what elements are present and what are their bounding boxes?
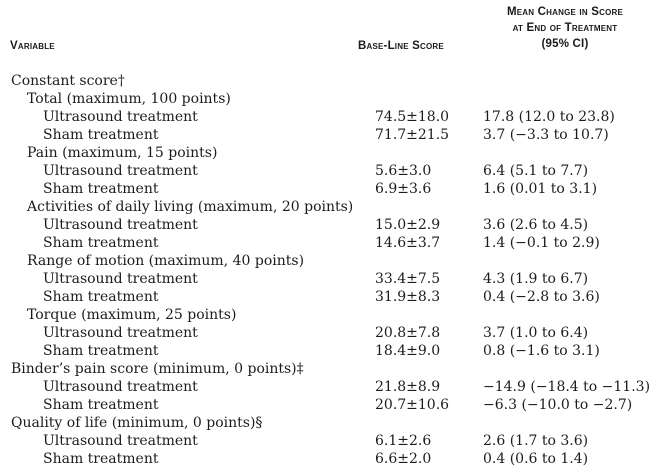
table-row: [0, 108, 650, 126]
table-row: [0, 162, 650, 180]
row-label: Activities of daily living (maximum, 20 points): [27, 199, 354, 215]
row-label: Ultrasound treatment: [43, 271, 198, 287]
table-row: [0, 378, 650, 396]
table-row: [0, 288, 650, 306]
baseline-score-cell: 6.9±3.6: [375, 181, 432, 197]
table-row: [0, 180, 650, 198]
row-label: Sham treatment: [43, 181, 159, 197]
table-row: [0, 72, 650, 90]
row-label: Binder’s pain score (minimum, 0 points)‡: [11, 361, 304, 377]
table-row: [0, 126, 650, 144]
row-label: Ultrasound treatment: [43, 217, 198, 233]
mean-change-cell: 3.7 (−3.3 to 10.7): [483, 127, 609, 143]
header-mean-change-line: at End of Treatment: [512, 22, 618, 34]
baseline-score-cell: 14.6±3.7: [375, 235, 441, 251]
mean-change-cell: 17.8 (12.0 to 23.8): [483, 109, 615, 125]
baseline-score-cell: 20.8±7.8: [375, 325, 441, 341]
header-mean-change-line: Mean Change in Score: [506, 6, 624, 18]
baseline-score-cell: 71.7±21.5: [375, 127, 450, 143]
mean-change-cell: 2.6 (1.7 to 3.6): [483, 433, 589, 449]
baseline-score-cell: 6.6±2.0: [375, 451, 432, 467]
baseline-score-cell: 33.4±7.5: [375, 271, 441, 287]
table-row: [0, 252, 650, 270]
table-row: [0, 234, 650, 252]
row-label: Total (maximum, 100 points): [27, 91, 231, 107]
baseline-score-cell: 31.9±8.3: [375, 289, 441, 305]
table-row: [0, 450, 650, 468]
table-row: [0, 270, 650, 288]
mean-change-cell: −14.9 (−18.4 to −11.3): [483, 379, 650, 395]
row-label: Pain (maximum, 15 points): [27, 145, 218, 161]
mean-change-cell: 4.3 (1.9 to 6.7): [483, 271, 589, 287]
row-label: Sham treatment: [43, 397, 159, 413]
header-variable: Variable: [10, 40, 55, 52]
header-baseline-score: Base-Line Score: [358, 40, 444, 52]
row-label: Torque (maximum, 25 points): [27, 307, 237, 323]
baseline-score-cell: 15.0±2.9: [375, 217, 441, 233]
row-label: Sham treatment: [43, 451, 159, 467]
table-row: [0, 360, 650, 378]
row-label: Sham treatment: [43, 343, 159, 359]
mean-change-cell: 0.4 (−2.8 to 3.6): [483, 289, 600, 305]
row-label: Sham treatment: [43, 127, 159, 143]
baseline-score-cell: 18.4±9.0: [375, 343, 441, 359]
row-label: Quality of life (minimum, 0 points)§: [11, 415, 263, 431]
baseline-score-cell: 21.8±8.9: [375, 379, 441, 395]
row-label: Ultrasound treatment: [43, 433, 198, 449]
table-row: [0, 414, 650, 432]
mean-change-cell: 3.6 (2.6 to 4.5): [483, 217, 589, 233]
row-label: Ultrasound treatment: [43, 109, 198, 125]
row-label: Ultrasound treatment: [43, 163, 198, 179]
row-label: Range of motion (maximum, 40 points): [27, 253, 305, 269]
header-mean-change: [480, 4, 650, 52]
baseline-score-cell: 74.5±18.0: [375, 109, 450, 125]
baseline-score-cell: 5.6±3.0: [375, 163, 432, 179]
table-body: [0, 72, 650, 468]
mean-change-cell: 0.4 (0.6 to 1.4): [483, 451, 589, 467]
table-row: [0, 342, 650, 360]
mean-change-cell: 1.4 (−0.1 to 2.9): [483, 235, 600, 251]
baseline-score-cell: 6.1±2.6: [375, 433, 432, 449]
table-row: [0, 324, 650, 342]
table-row: [0, 432, 650, 450]
table-row: [0, 306, 650, 324]
row-label: Constant score†: [11, 73, 125, 89]
mean-change-cell: 0.8 (−1.6 to 3.1): [483, 343, 600, 359]
row-label: Sham treatment: [43, 235, 159, 251]
table-row: [0, 216, 650, 234]
header-mean-change-line: (95% CI): [541, 38, 589, 50]
table-row: [0, 198, 650, 216]
mean-change-cell: 1.6 (0.01 to 3.1): [483, 181, 598, 197]
table-row: [0, 90, 650, 108]
mean-change-cell: 3.7 (1.0 to 6.4): [483, 325, 589, 341]
table-row: [0, 144, 650, 162]
mean-change-cell: −6.3 (−10.0 to −2.7): [483, 397, 633, 413]
row-label: Sham treatment: [43, 289, 159, 305]
row-label: Ultrasound treatment: [43, 379, 198, 395]
table-row: [0, 396, 650, 414]
row-label: Ultrasound treatment: [43, 325, 198, 341]
baseline-score-cell: 20.7±10.6: [375, 397, 450, 413]
mean-change-cell: 6.4 (5.1 to 7.7): [483, 163, 589, 179]
